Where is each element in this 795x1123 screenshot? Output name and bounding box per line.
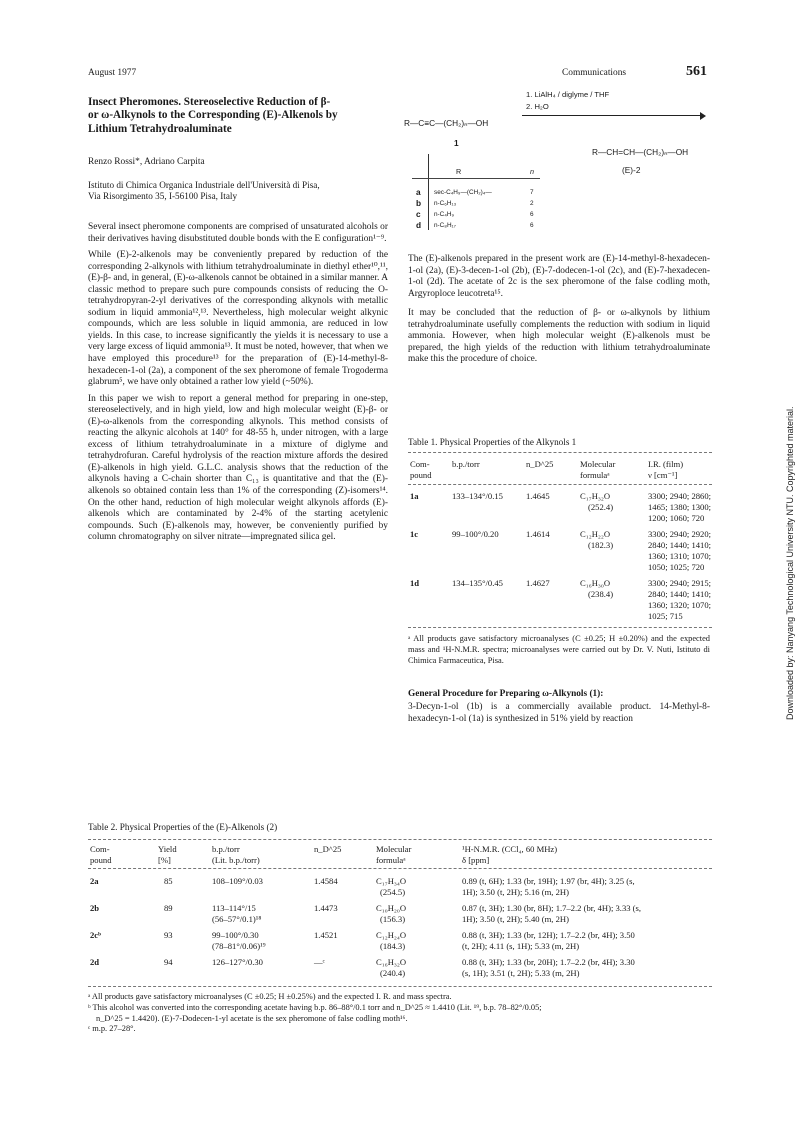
table-cell: 2cᵇ [90, 930, 101, 940]
table-cell: (254.5) [380, 887, 406, 897]
table-cell: C₁₂H₂₄O [376, 930, 407, 940]
table-cell: 1.4584 [314, 876, 338, 886]
table-cell: (182.3) [588, 540, 614, 550]
footnote: n_D^25 = 1.4420). (E)-7-Dodecen-1-yl acetate is the sex pheromone of false codling moth¹⁶. [96, 1013, 408, 1023]
table-cell: (56–57°/0.1)¹⁸ [212, 914, 262, 924]
right-column [408, 254, 710, 371]
table-cell: 1.4627 [526, 578, 550, 588]
left-column [88, 222, 388, 549]
table-rule [88, 839, 712, 840]
table-2-header: ¹H-N.M.R. (CCl₄, 60 MHz) δ [ppm] [462, 844, 558, 865]
table-rule [408, 484, 712, 485]
table-cell: 1.4614 [526, 529, 550, 539]
paragraph: In this paper we wish to report a general method for preparing in one-step, stereoselectively, and in high yield, low and high molecular weight (E)-β- or (E)-ω-alkenols from the corresponding alkynols. This method consists of reacting the alkynic alcohols at 140° for 48-55 h, under nitrogen, with a large excess of lithium tetrahydroaluminate in a mixture of diglyme and tetrahydrofuran. Careful hydrolysis of the reaction mixture affords the desired (E)-alkenols in high yield. G.L.C. analysis shows that the reduction of the alkynols having a C-chain shorter than C₁₃ is quantitative and that the (E)-alkenols so obtained contain less than 1% of the corresponding (Z)-isomers¹⁴. On the other hand, reduction of high molecular weight alkynols affords (E)-alkenols which are contaminated by 2-4% of the starting acetylenic compounds. Such (E)-alkenols may, however, be conveniently purified by column chromatography on silver nitrate—impregnated silica gel. [88, 393, 388, 543]
table-1-title: Table 1. Physical Properties of the Alkynols 1 [408, 437, 577, 447]
footnote: ᵃ All products gave satisfactory microanalyses (C ±0.25; H ±0.25%) and the expected I. R. and mass spectra. [88, 992, 452, 1001]
table-2-header: n_D^25 [314, 844, 342, 854]
header-date: August 1977 [88, 68, 137, 78]
affiliation [88, 180, 388, 202]
scheme-table-rule [428, 154, 429, 230]
procedure-text: 3-Decyn-1-ol (1b) is a commercially available product. 14-Methyl-8-hexadecyn-1-ol (1a) is synthesized in 51% yield by reaction [408, 702, 710, 724]
table-cell: 113–114°/15 [212, 903, 256, 913]
table-cell: 2840; 1440; 1410; [648, 540, 712, 550]
table-cell: 2b [90, 903, 100, 913]
table-cell: 3300; 2940; 2915; [648, 578, 712, 588]
table-cell: 1H); 3.50 (t, 2H); 5.16 (m, 2H) [462, 887, 569, 897]
table-2-footnotes [88, 992, 712, 1035]
scheme-col-r: R [456, 167, 462, 176]
reagent-line-2: 2. H₂O [526, 102, 549, 111]
table-cell: 1H); 3.50 (t, 2H); 5.40 (m, 2H) [462, 914, 569, 924]
scheme-row-r: n-C₄H₉ [434, 211, 455, 218]
scheme-row-id: c [416, 209, 421, 219]
table-cell: (78–81°/0.06)¹⁹ [212, 941, 266, 951]
table-cell: (252.4) [588, 502, 614, 512]
table-cell: 1c [410, 529, 419, 539]
header-journal: Communications [562, 68, 627, 78]
table-cell: C₁₆H₃₂O [376, 957, 407, 967]
table-2-header: b.p./torr (Lit. b.p./torr) [212, 844, 260, 865]
table-2-header: Com- pound [90, 844, 112, 865]
paragraph: Several insect pheromone components are comprised of unsaturated alcohols or their derivatives having disubstituted double bonds with the E configuration¹⁻⁹. [88, 222, 388, 244]
table-cell: 134–135°/0.45 [452, 578, 503, 588]
table-cell: C₁₂H₂₂O [580, 529, 611, 539]
table-cell: 0.88 (t, 3H); 1.33 (br, 12H); 1.7–2.2 (br, 4H); 3.50 [462, 930, 635, 940]
table-cell: 3300; 2940; 2860; [648, 491, 712, 501]
title-line: Lithium Tetrahydroaluminate [88, 122, 232, 135]
table-cell: (184.3) [380, 941, 406, 951]
table-cell: 1200; 1060; 720 [648, 513, 705, 523]
scheme-row-id: b [416, 198, 422, 208]
paragraph: While (E)-2-alkenols may be conveniently prepared by reduction of the corresponding 2-alkynols with lithium tetrahydroaluminate in diethyl ether¹⁰,¹¹, (E)-β- and, in general, (E)-ω-alkenols cannot be obtained in a similar manner. A classic method to prepare such pure compounds consists of reducing the O-tetrahydropyran-2-yl derivatives of the corresponding alkynols with metallic sodium in liquid ammonia¹²,¹³. Nevertheless, high molecular weight alkynic compounds, which are less soluble in liquid ammonia, are reduced in low yields. In this case, to increase significantly the yields it is necessary to use a very large excess of liquid ammonia¹³. It must be noted, however, that when we have employed this procedure¹³ for the preparation of (E)-14-methyl-8-hexadecen-1-ol (2a), a component of the sex pheromone of female Trogoderma glabrum⁵, we have only obtained a rather low yield (~50%). [88, 250, 388, 388]
table-cell: —ᶜ [314, 957, 325, 967]
table-cell: 2840; 1440; 1410; [648, 589, 712, 599]
reactant-formula: R—C≡C—(CH₂)ₙ—OH [404, 118, 489, 128]
table-cell: (240.4) [380, 968, 406, 978]
table-cell: 3300; 2940; 2920; [648, 529, 712, 539]
table-cell: C₁₇H₃₂O [580, 491, 611, 501]
affiliation-line: Istituto di Chimica Organica Industriale dell'Università di Pisa, [88, 180, 320, 190]
table-cell: 94 [164, 957, 173, 967]
table-1-header: I.R. (film) ν [cm⁻¹] [648, 459, 684, 480]
table-cell: (t, 2H); 4.11 (s, 1H); 5.33 (m, 2H) [462, 941, 580, 951]
table-cell: (238.4) [588, 589, 614, 599]
reagent-line-1: 1. LiAlH₄ / diglyme / THF [526, 90, 610, 99]
table-cell: 1.4645 [526, 491, 550, 501]
reaction-arrow-shaft [522, 115, 704, 116]
product-label: (E)-2 [622, 165, 641, 175]
table-cell: 0.89 (t, 6H); 1.33 (br, 19H); 1.97 (br, 4H); 3.25 (s, [462, 876, 635, 886]
table-cell: 99–100°/0.30 [212, 930, 259, 940]
article-title [88, 96, 388, 136]
table-1-header: b.p./torr [452, 459, 480, 469]
procedure-heading: General Procedure for Preparing ω-Alkynols (1): [408, 689, 604, 699]
table-cell: 0.87 (t, 3H); 1.30 (br, 8H); 1.7–2.2 (br, 4H); 3.33 (s, [462, 903, 642, 913]
table-cell: 2a [90, 876, 99, 886]
table-cell: 1025; 715 [648, 611, 683, 621]
table-cell: 2d [90, 957, 100, 967]
scheme-row-n: 2 [530, 200, 534, 207]
scheme-col-n: n [530, 167, 534, 176]
paragraph: The (E)-alkenols prepared in the present work are (E)-14-methyl-8-hexadecen-1-ol (2a), (E)-3-decen-1-ol (2b), (E)-7-dodecen-1-ol (2c), and (E)-7-hexadecen-1-ol (2d). The acetate of 2c is the sex pheromone of the false codling moth, Argyroploce leucotreta¹⁵. [408, 254, 710, 299]
table-1-header: n_D^25 [526, 459, 554, 469]
table-cell: (156.3) [380, 914, 406, 924]
table-cell: 1050; 1025; 720 [648, 562, 705, 572]
title-line: or ω-Alkynols to the Corresponding (E)-Alkenols by [88, 109, 338, 122]
table-cell: 133–134°/0.15 [452, 491, 503, 501]
table-cell: 1465; 1380; 1300; [648, 502, 712, 512]
paragraph: It may be concluded that the reduction of β- or ω-alkynols by lithium tetrahydroaluminate usefully complements the reduction with sodium in liquid ammonia. However, when high molecular weight (E)-alkenols must be prepared, the high yields of the reduction with lithium tetrahydroaluminate make this the procedure of choice. [408, 308, 710, 365]
reaction-scheme [404, 86, 714, 246]
download-notice: Downloaded by: Nanyang Technological University NTU. Copyrighted material. [785, 406, 795, 720]
scheme-table-header-rule [412, 178, 540, 179]
table-cell: C₁₀H₂₀O [376, 903, 407, 913]
authors: Renzo Rossi*, Adriano Carpita [88, 157, 205, 167]
scheme-row-n: 7 [530, 189, 534, 196]
arrow-head-icon [700, 112, 706, 120]
product-formula: R—CH=CH—(CH₂)ₙ—OH [592, 147, 689, 157]
table-cell: 1.4473 [314, 903, 338, 913]
table-cell: 0.88 (t, 3H); 1.33 (br, 20H); 1.7–2.2 (br, 4H); 3.30 [462, 957, 635, 967]
page-number: 561 [686, 64, 707, 79]
table-cell: C₁₇H₃₄O [376, 876, 407, 886]
table-cell: 126–127°/0.30 [212, 957, 263, 967]
table-1-header: Molecular formulaᵃ [580, 459, 616, 480]
table-1-header: Com- pound [410, 459, 432, 480]
scheme-row-r: sec-C₄H₉—(CH₂)₄— [434, 189, 492, 196]
table-cell: 93 [164, 930, 173, 940]
scheme-row-r: n-C₆H₁₃ [434, 200, 457, 207]
table-cell: 108–109°/0.03 [212, 876, 263, 886]
table-rule [88, 986, 712, 987]
table-cell: 1d [410, 578, 420, 588]
scheme-row-r: n-C₈H₁₇ [434, 222, 456, 229]
scheme-row-n: 6 [530, 222, 534, 229]
table-1-footnote: ᵃ All products gave satisfactory microanalyses (C ±0.25; H ±0.20%) and the expected mass and ¹H-N.M.R. spectra; microanalyses were carried out by Dr. V. Nuti, Istituto di Chimica Farmaceutica, Pisa. [408, 634, 710, 665]
table-cell: 1360; 1320; 1070; [648, 600, 712, 610]
footnote: ᶜ m.p. 27–28°. [88, 1024, 136, 1034]
table-2-header: Yield [%] [158, 844, 177, 865]
table-cell: 99–100°/0.20 [452, 529, 499, 539]
title-line: Insect Pheromones. Stereoselective Reduction of β- [88, 96, 331, 108]
reactant-label: 1 [454, 138, 459, 148]
table-cell: 1a [410, 491, 419, 501]
table-cell: (s, 1H); 3.51 (t, 2H); 5.33 (m, 2H) [462, 968, 580, 978]
table-rule [408, 627, 712, 628]
footnote: ᵇ This alcohol was converted into the corresponding acetate having b.p. 86–88°/0.1 torr and n_D^25 ≈ 1.4410 (Lit. ¹⁹, b.p. 78–82°/0.05; [88, 1002, 542, 1012]
table-rule [88, 868, 712, 869]
table-cell: C₁₆H₃₀O [580, 578, 611, 588]
table-cell: 1360; 1310; 1070; [648, 551, 712, 561]
affiliation-line: Via Risorgimento 35, I-56100 Pisa, Italy [88, 191, 238, 202]
scheme-row-n: 6 [530, 211, 534, 218]
table-2-header: Molecular formulaᵃ [376, 844, 412, 865]
table-cell: 89 [164, 903, 173, 913]
table-rule [408, 452, 712, 453]
table-2-title: Table 2. Physical Properties of the (E)-Alkenols (2) [88, 822, 278, 832]
table-cell: 85 [164, 876, 173, 886]
table-cell: 1.4521 [314, 930, 338, 940]
scheme-row-id: d [416, 220, 422, 230]
scheme-row-id: a [416, 187, 421, 197]
